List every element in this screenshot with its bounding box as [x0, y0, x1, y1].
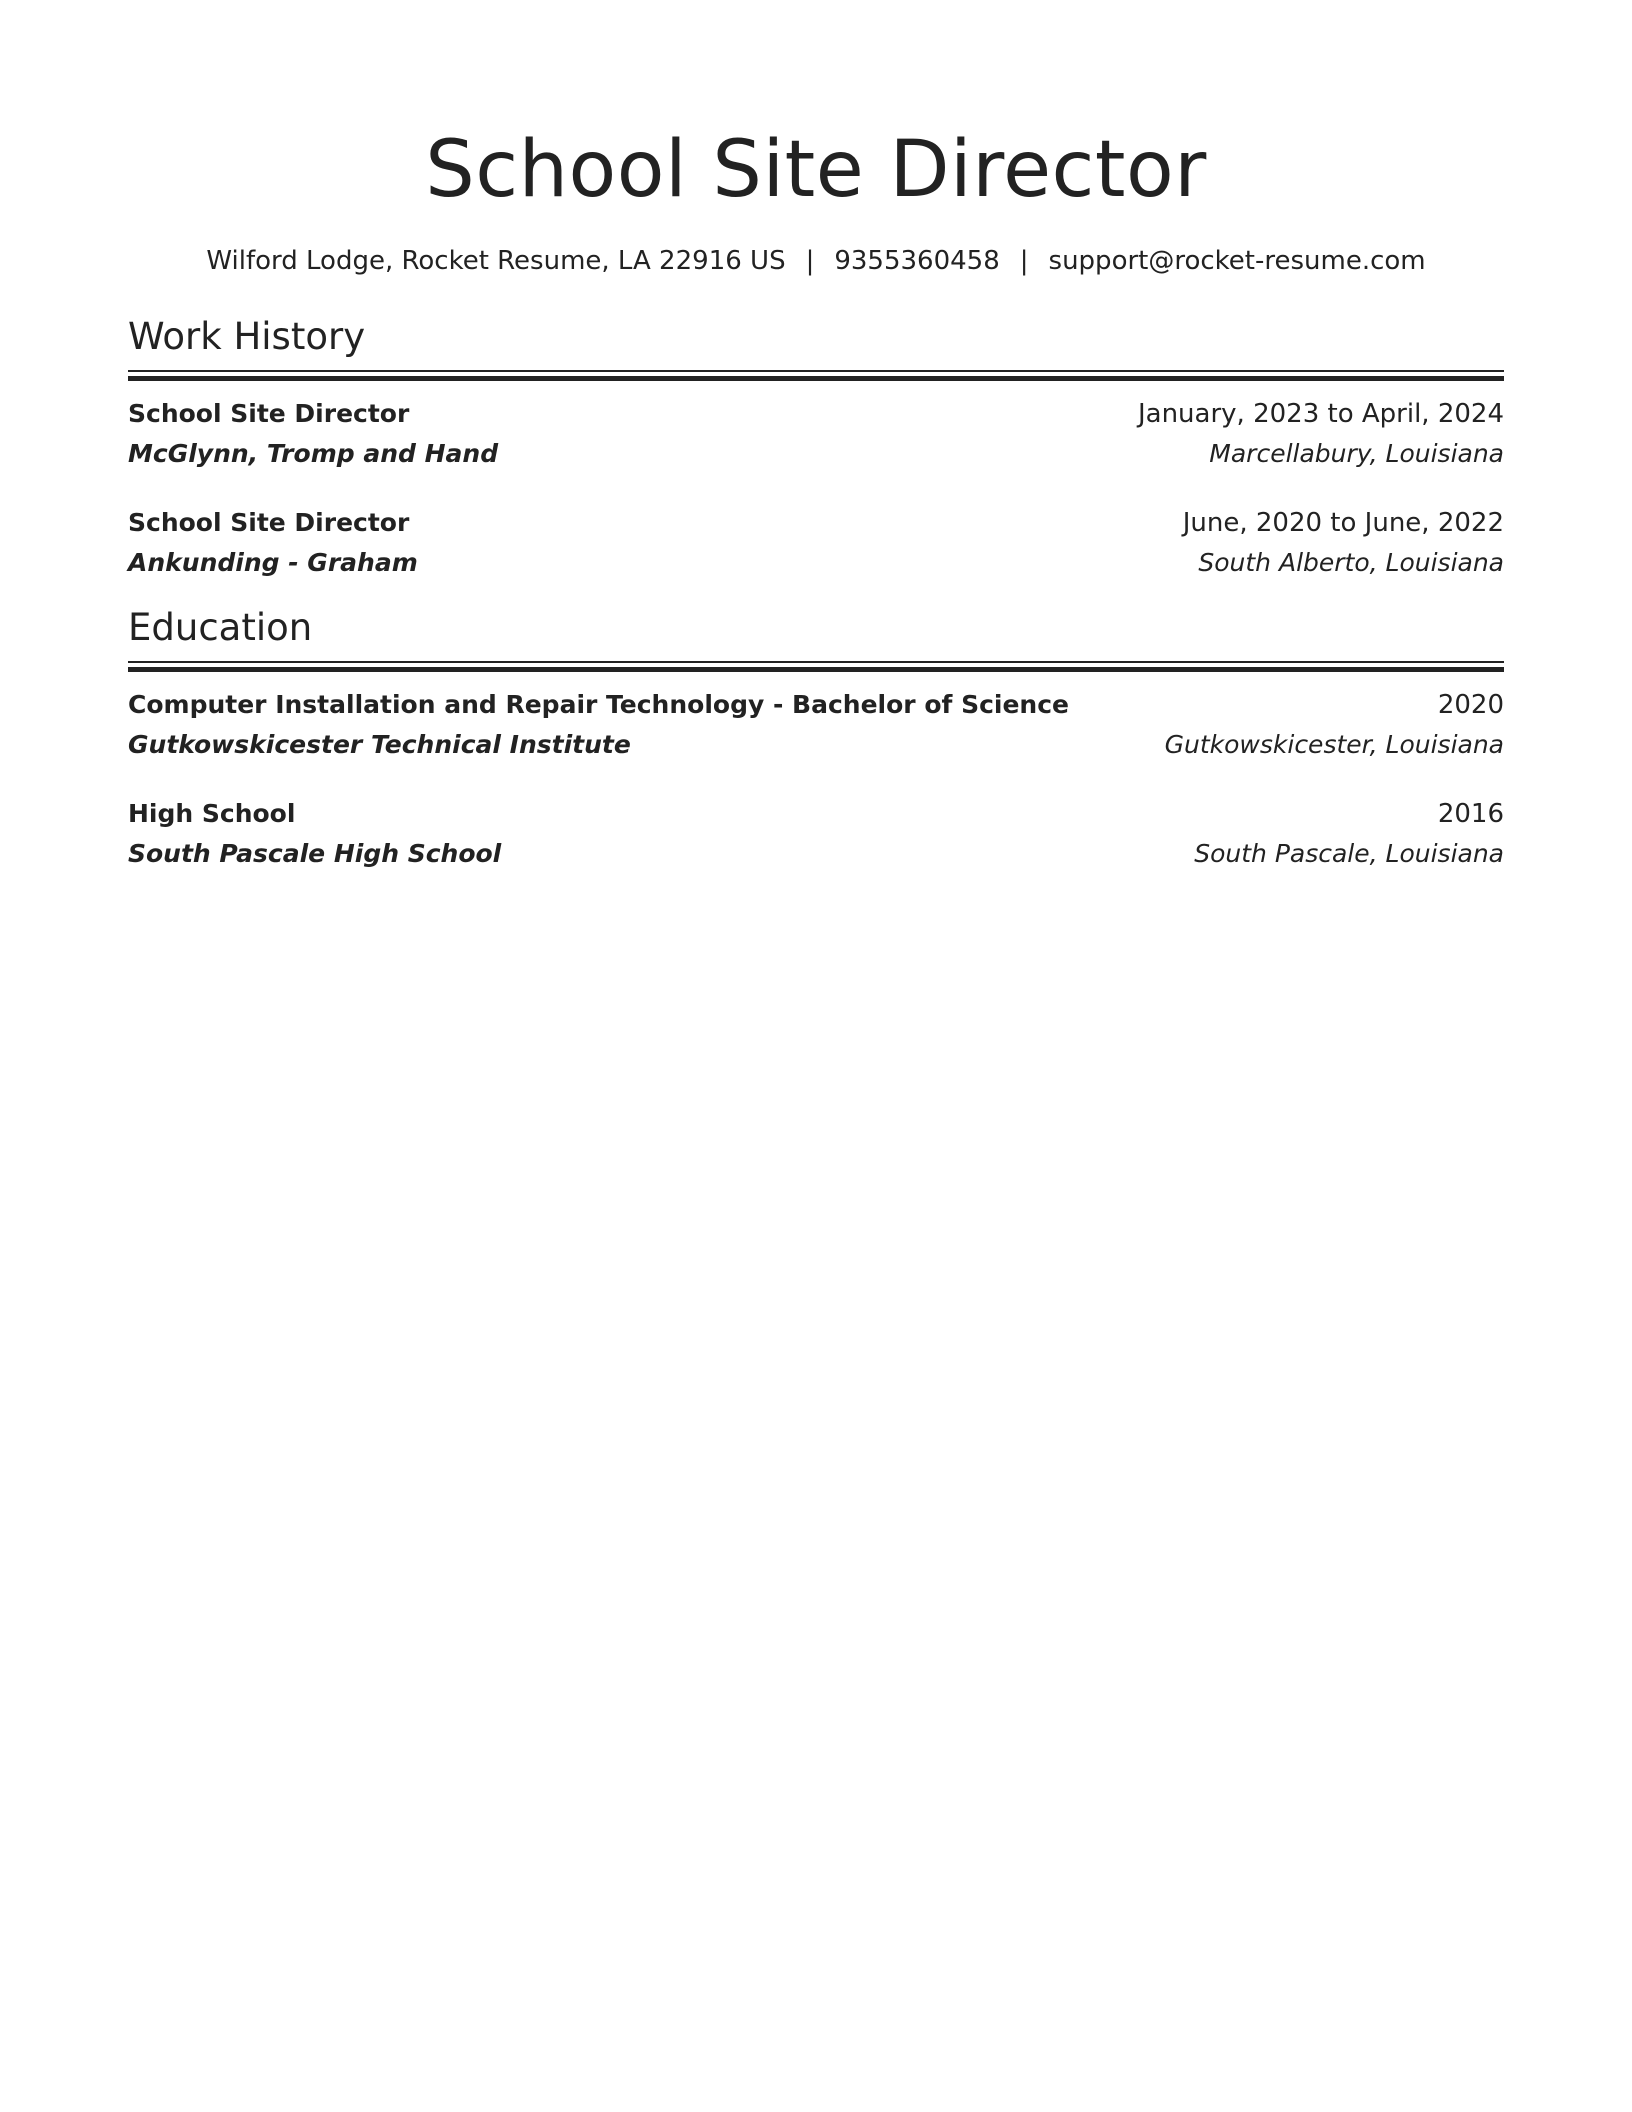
contact-address: Wilford Lodge, Rocket Resume, LA 22916 US: [206, 246, 786, 276]
work-company: McGlynn, Tromp and Hand: [128, 439, 499, 468]
education-year: 2016: [1437, 799, 1504, 829]
education-school: Gutkowskicester Technical Institute: [128, 730, 631, 759]
section-title-education: Education: [128, 606, 313, 649]
section-title-work-history: Work History: [128, 315, 366, 358]
contact-phone: 9355360458: [834, 246, 1000, 276]
work-history-section: [128, 314, 1504, 583]
divider-thin-line: [128, 370, 1504, 372]
contact-separator: |: [805, 246, 815, 276]
contact-line: [128, 244, 1504, 278]
education-entry-subheader: [128, 834, 1504, 874]
work-location: Marcellabury, Louisiana: [1209, 439, 1504, 468]
divider-thick-line: [128, 376, 1504, 381]
contact-email: support@rocket-resume.com: [1048, 246, 1426, 276]
education-degree: High School: [128, 799, 296, 828]
education-entry: [128, 794, 1504, 874]
section-divider: [128, 661, 1504, 671]
work-company: Ankunding - Graham: [128, 548, 418, 577]
work-entry-subheader: [128, 434, 1504, 474]
education-entry-subheader: [128, 725, 1504, 765]
work-position: School Site Director: [128, 508, 410, 537]
work-entry: [128, 503, 1504, 583]
education-section: [128, 605, 1504, 874]
education-entry-header: [128, 794, 1504, 834]
education-location: South Pascale, Louisiana: [1194, 839, 1504, 868]
resume-header: [128, 0, 1504, 278]
education-school: South Pascale High School: [128, 839, 502, 868]
work-location: South Alberto, Louisiana: [1198, 548, 1504, 577]
work-position: School Site Director: [128, 399, 410, 428]
education-degree: Computer Installation and Repair Technology - Bachelor of Science: [128, 690, 1070, 719]
education-year: 2020: [1437, 690, 1504, 720]
contact-separator: |: [1019, 246, 1029, 276]
work-dates: January, 2023 to April, 2024: [1137, 399, 1504, 429]
education-location: Gutkowskicester, Louisiana: [1164, 730, 1504, 759]
work-dates: June, 2020 to June, 2022: [1182, 508, 1504, 538]
resume-title: School Site Director: [425, 125, 1207, 215]
section-divider: [128, 370, 1504, 380]
work-entry-header: [128, 503, 1504, 543]
education-entry-header: [128, 685, 1504, 725]
work-entry-subheader: [128, 543, 1504, 583]
work-entry-header: [128, 394, 1504, 434]
education-entry: [128, 685, 1504, 765]
divider-thick-line: [128, 667, 1504, 672]
work-entry: [128, 394, 1504, 474]
divider-thin-line: [128, 661, 1504, 663]
